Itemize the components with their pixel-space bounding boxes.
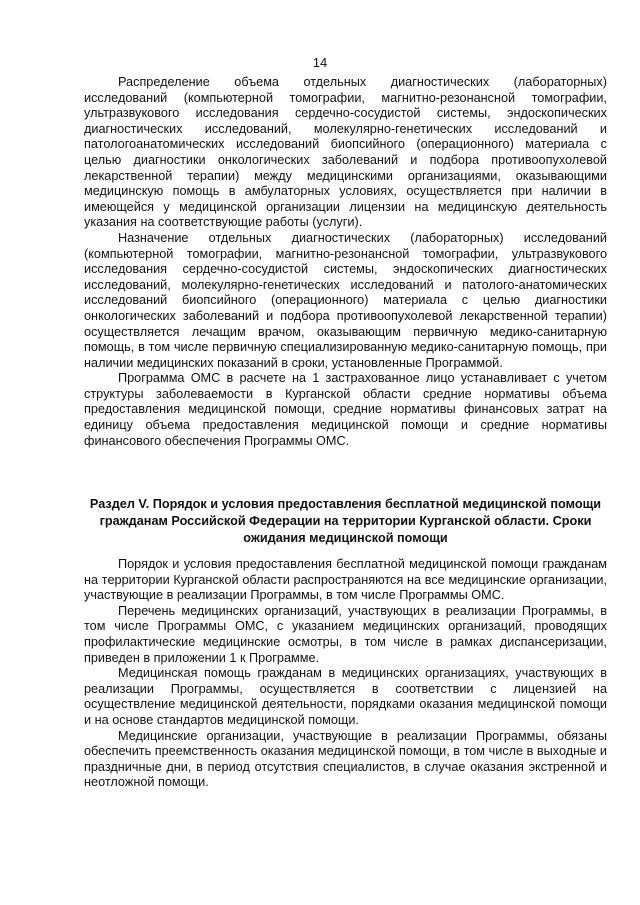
paragraph-oms-program: Программа ОМС в расчете на 1 застрахованное лицо устанавливает с учетом структуры заболеваемости в Курганской области средние нормативы объема предоставления медицинской помощи, средние нормативы финансовых затрат на единицу объема предоставления медицинской помощи и средние нормативы финансового обеспечения Программы ОМС.	[84, 371, 607, 448]
section-heading: Раздел V. Порядок и условия предоставления бесплатной медицинской помощи гражданам Российской Федерации на территории Курганской области. Сроки ожидания медицинской помощи	[89, 497, 602, 545]
paragraph-distribution: Распределение объема отдельных диагностических (лабораторных) исследований (компьютерной томографии, магнитно-резонансной томографии, ультразвукового исследования сердечно-сосудистой системы, эндоскопических диагностических исследований, молекулярно-генетических исследований и патологоанатомических исследований биопсийного (операционного) материала с целью диагностики онкологических заболеваний и подбора противоопухолевой лекарственной терапии) между медицинскими организациями, оказывающими медицинскую помощь в амбулаторных условиях, осуществляется при наличии в имеющейся у медицинской организации лицензии на медицинскую деятельность указания на соответствующие работы (услуги).	[84, 75, 607, 230]
body-text-bottom	[84, 557, 607, 791]
paragraph-continuity: Медицинские организации, участвующие в реализации Программы, обязаны обеспечить преемственность оказания медицинской помощи, в том числе в выходные и праздничные дни, в период отсутствия специалистов, в случае оказания экстренной и неотложной помощи.	[84, 728, 607, 790]
paragraph-medical-care: Медицинская помощь гражданам в медицинских организациях, участвующих в реализации Программы, осуществляется в соответствии с лицензией на осуществление медицинской деятельности, порядками оказания медицинской помощи и на основе стандартов медицинской помощи.	[84, 666, 607, 727]
paragraph-procedure: Порядок и условия предоставления бесплатной медицинской помощи гражданам на территории Курганской области распространяются на все медицинские организации, участвующие в реализации Программы, в том числе Программы ОМС.	[84, 557, 607, 603]
paragraph-organization-list: Перечень медицинских организаций, участвующих в реализации Программы, в том числе Программы ОМС, с указанием медицинских организаций, проводящих профилактические медицинские осмотры, в том числе в рамках диспансеризации, приведен в приложении 1 к Программе.	[84, 603, 607, 665]
body-text-top	[84, 75, 607, 449]
paragraph-appointment: Назначение отдельных диагностических (лабораторных) исследований (компьютерной томографии, магнитно-резонансной томографии, ультразвукового исследования сердечно-сосудистой системы, эндоскопических диагностических исследований, молекулярно-генетических исследований и патолого-анатомических исследований биопсийного (операционного) материала с целью диагностики онкологических заболеваний и подбора противоопухолевой лекарственной терапии) осуществляется лечащим врачом, оказывающим первичную медико-санитарную помощь, в том числе первичную специализированную медико-санитарную помощь, при наличии медицинских показаний в сроки, установленные Программой.	[84, 230, 607, 370]
page-number: 14	[312, 55, 328, 70]
